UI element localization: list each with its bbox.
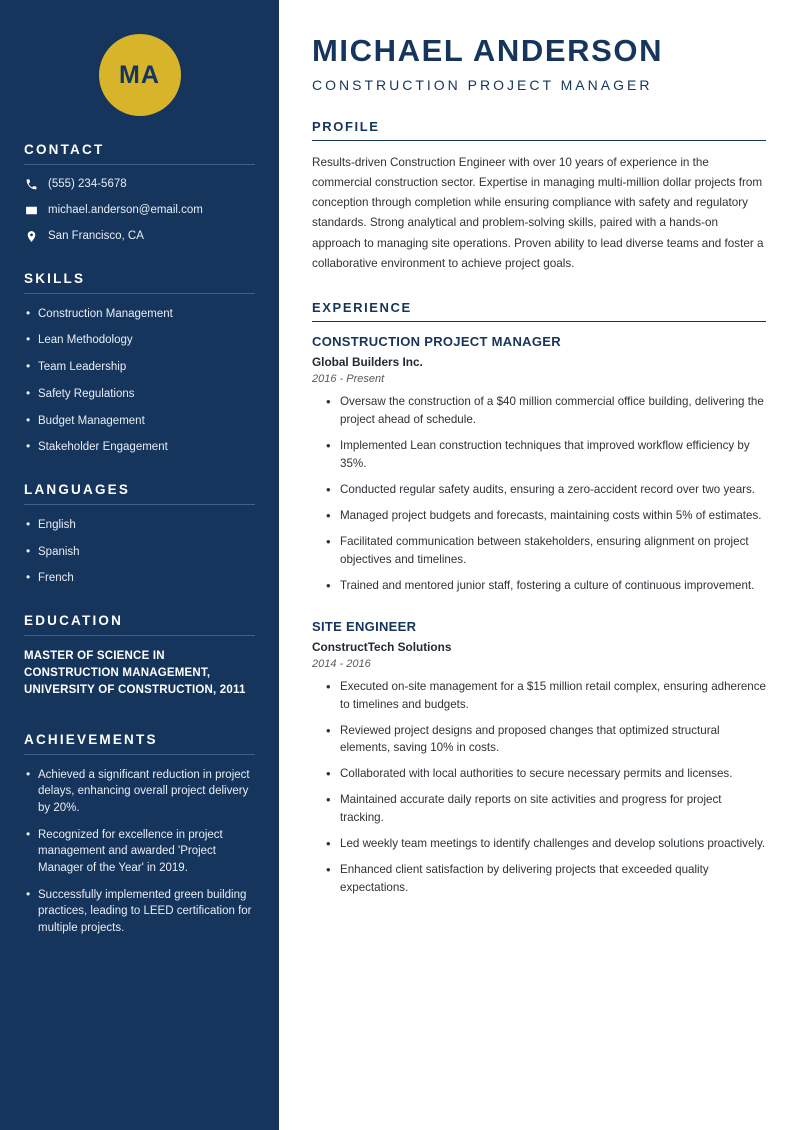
- envelope-icon: [24, 203, 38, 217]
- education-section: [24, 613, 255, 700]
- list-item: • Spanish: [24, 544, 255, 561]
- list-item: • Recognized for excellence in project management and awarded 'Project Manager of the Year' in 2019.: [24, 827, 255, 877]
- languages-section: [24, 482, 255, 587]
- skills-section: [24, 271, 255, 456]
- list-item: • Conducted regular safety audits, ensuring a zero-accident record over two years.: [326, 481, 766, 499]
- list-item: • Led weekly team meetings to identify challenges and develop solutions proactively.: [326, 835, 766, 853]
- job-bullets: [312, 393, 766, 595]
- list-item: • Construction Management: [24, 306, 255, 323]
- profile-heading: PROFILE: [312, 119, 766, 141]
- achievements-heading: ACHIEVEMENTS: [24, 732, 255, 755]
- languages-heading: LANGUAGES: [24, 482, 255, 505]
- list-item: • Maintained accurate daily reports on site activities and progress for project tracking.: [326, 791, 766, 827]
- list-item: • Successfully implemented green building practices, leading to LEED certification for multiple projects.: [24, 887, 255, 937]
- list-item: • Achieved a significant reduction in project delays, enhancing overall project delivery by 20%.: [24, 767, 255, 817]
- contact-list: [24, 177, 255, 244]
- phone-icon: [24, 177, 38, 191]
- education-entry: MASTER OF SCIENCE IN CONSTRUCTION MANAGEMENT, UNIVERSITY OF CONSTRUCTION, 2011: [24, 649, 246, 697]
- list-item: • Trained and mentored junior staff, fostering a culture of continuous improvement.: [326, 577, 766, 595]
- experience-entry-2: [312, 619, 766, 898]
- job-bullets: [312, 678, 766, 898]
- experience-section: [312, 300, 766, 897]
- job-dates: 2014 - 2016: [312, 657, 371, 670]
- list-item: • Enhanced client satisfaction by delivering projects that exceeded quality expectations.: [326, 861, 766, 897]
- contact-email: [24, 203, 255, 218]
- contact-location-value: San Francisco, CA: [48, 229, 144, 242]
- list-item: • Implemented Lean construction techniques that improved workflow efficiency by 35%.: [326, 437, 766, 473]
- job-title: SITE ENGINEER: [312, 618, 417, 634]
- job-company: Global Builders Inc.: [312, 354, 423, 369]
- avatar: MA: [99, 34, 181, 116]
- achievements-section: [24, 732, 255, 937]
- page-title: MICHAEL ANDERSON: [312, 33, 664, 68]
- list-item: • Managed project budgets and forecasts, maintaining costs within 5% of estimates.: [326, 507, 766, 525]
- list-item: • Budget Management: [24, 413, 255, 430]
- list-item: • Safety Regulations: [24, 386, 255, 403]
- avatar-container: [24, 0, 255, 142]
- profile-section: [312, 119, 766, 274]
- contact-location: [24, 229, 255, 244]
- skills-list: [24, 306, 255, 456]
- location-pin-icon: [24, 229, 38, 243]
- achievements-list: [24, 767, 255, 937]
- job-role-subtitle: CONSTRUCTION PROJECT MANAGER: [312, 77, 653, 94]
- list-item: • English: [24, 517, 255, 534]
- job-company: ConstructTech Solutions: [312, 639, 452, 654]
- list-item: • Team Leadership: [24, 359, 255, 376]
- experience-heading: EXPERIENCE: [312, 300, 766, 322]
- list-item: • Facilitated communication between stakeholders, ensuring alignment on project objectives and timelines.: [326, 533, 766, 569]
- contact-phone-value: (555) 234-5678: [48, 178, 127, 190]
- profile-text: Results-driven Construction Engineer with over 10 years of experience in the commercial construction sector. Expertise in managing multi-million dollar projects from conception through completion while ensuring compliance with safety and regulatory standards. Strong analytical and problem-solving skills, paired with a hands-on approach to managing site operations. Proven ability to lead diverse teams and foster a collaborative environment to achieve project goals.: [312, 156, 764, 270]
- contact-phone: [24, 177, 255, 192]
- job-title: CONSTRUCTION PROJECT MANAGER: [312, 333, 561, 349]
- list-item: • Executed on-site management for a $15 million retail complex, ensuring adherence to timelines and budgets.: [326, 678, 766, 714]
- list-item: • Reviewed project designs and proposed changes that optimized structural elements, saving 10% in costs.: [326, 722, 766, 758]
- contact-email-value: michael.anderson@email.com: [48, 203, 203, 216]
- skills-heading: SKILLS: [24, 271, 255, 294]
- list-item: • Stakeholder Engagement: [24, 439, 255, 456]
- main-content: [279, 0, 800, 1130]
- languages-list: [24, 517, 255, 587]
- job-dates: 2016 - Present: [312, 372, 385, 385]
- education-heading: EDUCATION: [24, 613, 255, 636]
- list-item: • Lean Methodology: [24, 332, 255, 349]
- contact-section: [24, 142, 255, 244]
- list-item: • French: [24, 570, 255, 587]
- experience-entry-1: [312, 334, 766, 595]
- sidebar: [0, 0, 279, 1130]
- contact-heading: CONTACT: [24, 142, 255, 165]
- list-item: • Collaborated with local authorities to secure necessary permits and licenses.: [326, 765, 766, 783]
- list-item: • Oversaw the construction of a $40 million commercial office building, delivering the project ahead of schedule.: [326, 393, 766, 429]
